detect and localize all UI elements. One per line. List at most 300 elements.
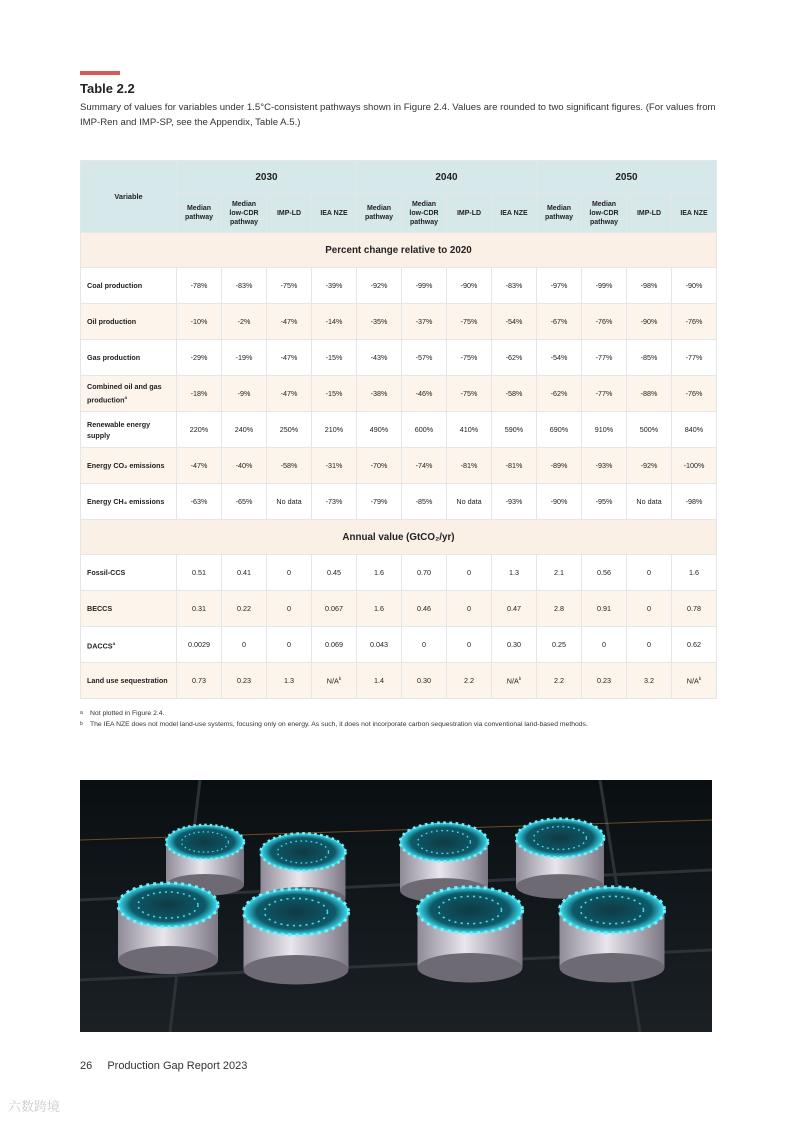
table-cell	[357, 376, 402, 412]
table-cell	[222, 412, 267, 448]
table-cell	[447, 484, 492, 520]
table-cell	[312, 340, 357, 376]
row-label	[81, 627, 177, 663]
table-cell	[582, 412, 627, 448]
cell-value: 0	[242, 640, 246, 649]
footnote	[80, 708, 588, 719]
table-caption: Summary of values for variables under 1.5°C-consistent pathways shown in Figure 2.4. Values are rounded to two significant figures. (For values from IMP-Ren and IMP-SP, see the Appendix, Table A.5.)	[80, 102, 716, 128]
table-cell	[402, 340, 447, 376]
table-cell	[177, 555, 222, 591]
cell-value: 0	[602, 640, 606, 649]
cell-value: -83%	[505, 281, 523, 290]
table-cell	[627, 448, 672, 484]
table-cell	[177, 627, 222, 663]
table-cell	[672, 304, 717, 340]
table-cell	[312, 268, 357, 304]
cell-value: -92%	[370, 281, 388, 290]
cell-value: 0	[647, 568, 651, 577]
cell-value: 1.3	[284, 676, 294, 685]
row-label-text: Gas production	[87, 353, 141, 362]
year-header-2050: 2050	[537, 161, 717, 194]
table-cell	[447, 555, 492, 591]
footnote-mark: a	[80, 710, 83, 716]
table-cell	[312, 376, 357, 412]
cell-value: -62%	[550, 389, 568, 398]
table-cell	[492, 591, 537, 627]
cell-value: 0.043	[370, 640, 388, 649]
cell-value: 0.56	[597, 568, 611, 577]
cell-value: -70%	[370, 461, 388, 470]
table-cell	[177, 448, 222, 484]
cell-value: -85%	[640, 353, 658, 362]
table-row	[81, 591, 717, 627]
row-label	[81, 591, 177, 627]
table-cell	[267, 340, 312, 376]
cell-value: -92%	[640, 461, 658, 470]
cell-value: -57%	[415, 353, 433, 362]
table-cell	[582, 627, 627, 663]
cell-value: -37%	[415, 317, 433, 326]
table-cell	[267, 268, 312, 304]
cell-value: -14%	[325, 317, 343, 326]
cell-value: 1.6	[374, 604, 384, 613]
table-cell	[177, 412, 222, 448]
table-row	[81, 627, 717, 663]
cell-value: -15%	[325, 389, 343, 398]
table-cell	[672, 448, 717, 484]
cell-value: -54%	[550, 353, 568, 362]
table-cell	[627, 663, 672, 699]
table-cell	[177, 663, 222, 699]
table-cell	[582, 484, 627, 520]
table-cell	[627, 555, 672, 591]
table-cell	[312, 484, 357, 520]
table-cell	[402, 555, 447, 591]
row-label-text: Renewable energy supply	[87, 419, 151, 440]
cell-value: 0.45	[327, 568, 341, 577]
pathway-header: Median pathway	[177, 194, 222, 233]
footnote-marker: b	[518, 675, 522, 681]
table-cell	[267, 448, 312, 484]
cell-value: -75%	[460, 389, 478, 398]
cell-value: -46%	[415, 389, 433, 398]
table-cell	[537, 268, 582, 304]
cell-value: 0.41	[237, 568, 251, 577]
row-label	[81, 376, 177, 412]
cell-value: 1.3	[509, 568, 519, 577]
pathway-header: IMP-LD	[267, 194, 312, 233]
table-cell	[357, 555, 402, 591]
footnote-marker: a	[124, 395, 128, 401]
pathway-header: Median low-CDR pathway	[402, 194, 447, 233]
cell-value: N/A	[506, 676, 519, 686]
cell-value: -83%	[235, 281, 253, 290]
table-cell	[447, 340, 492, 376]
cell-value: -9%	[237, 389, 251, 398]
cell-value: -58%	[280, 461, 298, 470]
cell-value: -58%	[505, 389, 523, 398]
cell-value: N/A	[686, 676, 699, 686]
row-label-text: Energy CH₄ emissions	[87, 497, 165, 506]
table-cell	[402, 376, 447, 412]
cell-value: -47%	[280, 389, 298, 398]
cell-value: -98%	[640, 281, 658, 290]
table-cell	[537, 448, 582, 484]
cell-value: -88%	[640, 389, 658, 398]
cell-value: -47%	[190, 461, 208, 470]
table-cell	[672, 663, 717, 699]
cell-value: -93%	[505, 497, 523, 506]
table-row	[81, 663, 717, 699]
table-cell	[627, 627, 672, 663]
cell-value: 490%	[369, 425, 389, 434]
table-row	[81, 304, 717, 340]
table-cell	[537, 340, 582, 376]
cell-value: 240%	[234, 425, 254, 434]
table-cell	[492, 484, 537, 520]
table-cell	[672, 484, 717, 520]
cell-value: 0.30	[507, 640, 521, 649]
table-title: Table 2.2	[80, 81, 135, 96]
table-cell	[267, 591, 312, 627]
cell-value: 410%	[459, 425, 479, 434]
pathway-header: IEA NZE	[312, 194, 357, 233]
pathway-header: Median pathway	[357, 194, 402, 233]
cell-value: 0.91	[597, 604, 611, 613]
table-cell	[492, 340, 537, 376]
cell-value: -81%	[505, 461, 523, 470]
cell-value: 0.51	[192, 568, 206, 577]
table-cell	[627, 304, 672, 340]
table-cell	[357, 484, 402, 520]
table-row	[81, 268, 717, 304]
cell-value: 0	[287, 604, 291, 613]
table-cell	[222, 627, 267, 663]
cell-value: 2.2	[464, 676, 474, 685]
table-cell	[672, 412, 717, 448]
cell-value: 2.2	[554, 676, 564, 685]
cell-value: 0.31	[192, 604, 206, 613]
cell-value: -76%	[685, 317, 703, 326]
table-cell	[402, 627, 447, 663]
table-cell	[492, 412, 537, 448]
table-cell	[357, 663, 402, 699]
table-row	[81, 555, 717, 591]
cell-value: -99%	[415, 281, 433, 290]
table-cell	[582, 663, 627, 699]
cell-value: 690%	[549, 425, 569, 434]
cell-value: -15%	[325, 353, 343, 362]
cell-value: 0.78	[687, 604, 701, 613]
table-cell	[357, 340, 402, 376]
cell-value: -40%	[235, 461, 253, 470]
section-row	[81, 520, 717, 555]
cell-value: -78%	[190, 281, 208, 290]
cell-value: 0.0029	[188, 640, 210, 649]
table-cell	[582, 304, 627, 340]
page-number: 26	[80, 1060, 93, 1072]
cell-value: 0	[647, 640, 651, 649]
footnote-text: The IEA NZE does not model land-use systems, focusing only on energy. As such, it does not incorporate carbon sequestration via conventional land-based methods.	[90, 721, 588, 728]
row-label	[81, 663, 177, 699]
cell-value: -62%	[505, 353, 523, 362]
table-cell	[492, 555, 537, 591]
table-cell	[492, 268, 537, 304]
table-cell	[537, 591, 582, 627]
table-cell	[447, 268, 492, 304]
table-body	[81, 233, 717, 699]
cell-value: -54%	[505, 317, 523, 326]
table-row	[81, 412, 717, 448]
footnote-marker: a	[112, 640, 116, 646]
cell-value: -35%	[370, 317, 388, 326]
cell-value: 0	[647, 604, 651, 613]
cell-value: -75%	[280, 281, 298, 290]
cell-value: 210%	[324, 425, 344, 434]
cell-value: 2.1	[554, 568, 564, 577]
table-cell	[177, 304, 222, 340]
section-row	[81, 233, 717, 268]
table-cell	[447, 448, 492, 484]
report-title: Production Gap Report 2023	[107, 1060, 248, 1072]
table-cell	[672, 555, 717, 591]
table-cell	[447, 412, 492, 448]
cell-value: 0.23	[597, 676, 611, 685]
cell-value: -95%	[595, 497, 613, 506]
table-cell	[492, 376, 537, 412]
cell-value: -75%	[460, 317, 478, 326]
row-label-text: Fossil-CCS	[87, 568, 126, 577]
table-cell	[267, 304, 312, 340]
cell-value: -29%	[190, 353, 208, 362]
table-cell	[267, 376, 312, 412]
row-label-text: Coal production	[87, 281, 143, 290]
footnote-mark: b	[80, 721, 83, 727]
table-cell	[222, 591, 267, 627]
row-label	[81, 484, 177, 520]
cell-value: 0.30	[417, 676, 431, 685]
cell-value: 600%	[414, 425, 434, 434]
table-cell	[177, 484, 222, 520]
cell-value: 0.46	[417, 604, 431, 613]
cell-value: 0.23	[237, 676, 251, 685]
cell-value: 250%	[279, 425, 299, 434]
table-cell	[582, 555, 627, 591]
cell-value: No data	[456, 497, 482, 506]
table-cell	[267, 484, 312, 520]
section-title: Percent change relative to 2020	[81, 233, 717, 268]
table-cell	[537, 663, 582, 699]
table-cell	[312, 448, 357, 484]
pathway-subheader-row	[81, 194, 717, 233]
cell-value: 0.067	[325, 604, 343, 613]
table-cell	[222, 268, 267, 304]
row-label-text: Oil production	[87, 317, 137, 326]
cell-value: -90%	[685, 281, 703, 290]
cell-value: -31%	[325, 461, 343, 470]
table-cell	[402, 448, 447, 484]
table-cell	[537, 304, 582, 340]
pathway-header: IEA NZE	[492, 194, 537, 233]
cell-value: -85%	[415, 497, 433, 506]
summary-table	[80, 160, 717, 699]
cell-value: 0.62	[687, 640, 701, 649]
table-cell	[222, 484, 267, 520]
cell-value: 0	[287, 568, 291, 577]
row-label	[81, 412, 177, 448]
cell-value: -38%	[370, 389, 388, 398]
table-cell	[537, 627, 582, 663]
pathway-header: Median low-CDR pathway	[582, 194, 627, 233]
cell-value: 0	[467, 568, 471, 577]
pathway-header: IMP-LD	[447, 194, 492, 233]
table-cell	[492, 304, 537, 340]
table-cell	[222, 663, 267, 699]
table-cell	[627, 376, 672, 412]
table-cell	[357, 591, 402, 627]
cell-value: -67%	[550, 317, 568, 326]
cell-value: -74%	[415, 461, 433, 470]
table-cell	[312, 412, 357, 448]
row-label	[81, 448, 177, 484]
table-cell	[537, 484, 582, 520]
title-accent-bar	[80, 71, 120, 75]
row-label	[81, 268, 177, 304]
cell-value: 2.8	[554, 604, 564, 613]
table-cell	[582, 268, 627, 304]
cell-value: -75%	[460, 353, 478, 362]
cell-value: 0.70	[417, 568, 431, 577]
cell-value: -73%	[325, 497, 343, 506]
table-cell	[627, 591, 672, 627]
table-cell	[402, 591, 447, 627]
cell-value: 1.6	[689, 568, 699, 577]
table-cell	[357, 304, 402, 340]
year-header-2040: 2040	[357, 161, 537, 194]
cell-value: No data	[636, 497, 662, 506]
cell-value: No data	[276, 497, 302, 506]
cell-value: -63%	[190, 497, 208, 506]
cell-value: -77%	[685, 353, 703, 362]
table-cell	[357, 412, 402, 448]
cell-value: N/A	[326, 676, 339, 686]
cell-value: -89%	[550, 461, 568, 470]
table-cell	[582, 591, 627, 627]
table-cell	[447, 663, 492, 699]
table-cell	[447, 376, 492, 412]
table-cell	[672, 340, 717, 376]
table-cell	[222, 340, 267, 376]
cell-value: -93%	[595, 461, 613, 470]
row-label-text: Land use sequestration	[87, 676, 168, 685]
table-cell	[492, 627, 537, 663]
table-cell	[627, 412, 672, 448]
cell-value: -76%	[595, 317, 613, 326]
cell-value: 1.6	[374, 568, 384, 577]
cell-value: 0	[467, 640, 471, 649]
table-cell	[222, 555, 267, 591]
cell-value: 220%	[189, 425, 209, 434]
table-cell	[357, 627, 402, 663]
table-cell	[402, 304, 447, 340]
table-cell	[267, 627, 312, 663]
row-label-text: Energy CO₂ emissions	[87, 461, 165, 470]
pathway-header: IMP-LD	[627, 194, 672, 233]
cell-value: -90%	[460, 281, 478, 290]
cell-value: -90%	[550, 497, 568, 506]
pathway-header: Median low-CDR pathway	[222, 194, 267, 233]
cell-value: 0.22	[237, 604, 251, 613]
table-cell	[537, 555, 582, 591]
cell-value: -98%	[685, 497, 703, 506]
cell-value: -19%	[235, 353, 253, 362]
table-cell	[447, 591, 492, 627]
watermark-logo: 六数跨境	[8, 1099, 61, 1114]
footnote-marker: b	[338, 675, 342, 681]
table-row	[81, 376, 717, 412]
table-cell	[357, 448, 402, 484]
table-row	[81, 484, 717, 520]
cell-value: -43%	[370, 353, 388, 362]
table-cell	[492, 663, 537, 699]
table-cell	[402, 484, 447, 520]
table-cell	[312, 591, 357, 627]
cell-value: -2%	[237, 317, 251, 326]
table-cell	[537, 376, 582, 412]
cell-value: -39%	[325, 281, 343, 290]
table-cell	[267, 412, 312, 448]
table-cell	[177, 340, 222, 376]
footnotes	[80, 708, 588, 730]
table-cell	[267, 555, 312, 591]
cell-value: -81%	[460, 461, 478, 470]
cell-value: -100%	[683, 461, 705, 470]
cell-value: 500%	[639, 425, 659, 434]
cell-value: -90%	[640, 317, 658, 326]
table-cell	[177, 591, 222, 627]
row-label	[81, 340, 177, 376]
table-cell	[177, 376, 222, 412]
footnote	[80, 719, 588, 730]
table-cell	[222, 304, 267, 340]
cell-value: 840%	[684, 425, 704, 434]
table-cell	[402, 663, 447, 699]
table-cell	[447, 627, 492, 663]
cell-value: 0	[422, 640, 426, 649]
table-cell	[582, 376, 627, 412]
cell-value: 0.73	[192, 676, 206, 685]
cell-value: -77%	[595, 353, 613, 362]
table-cell	[312, 555, 357, 591]
pathway-header: IEA NZE	[672, 194, 717, 233]
table-cell	[177, 268, 222, 304]
table-cell	[672, 591, 717, 627]
variable-column-header: Variable	[81, 161, 177, 233]
table-cell	[627, 340, 672, 376]
table-cell	[312, 663, 357, 699]
table-cell	[312, 627, 357, 663]
cell-value: 590%	[504, 425, 524, 434]
table-row	[81, 448, 717, 484]
row-label-text: DACCS	[87, 641, 113, 651]
table-cell	[627, 484, 672, 520]
cell-value: 3.2	[644, 676, 654, 685]
cell-value: 0.25	[552, 640, 566, 649]
table-cell	[672, 376, 717, 412]
section-title: Annual value (GtCO₂/yr)	[81, 520, 717, 555]
table-cell	[582, 340, 627, 376]
table-cell	[447, 304, 492, 340]
